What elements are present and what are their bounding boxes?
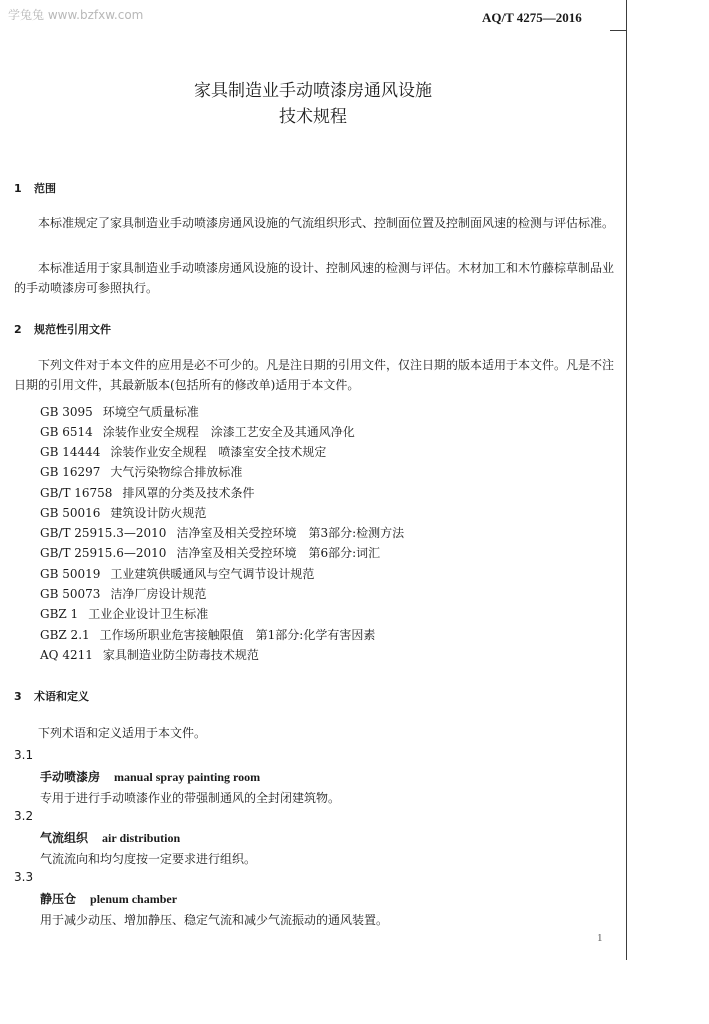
reference-title: 建筑设计防火规范 [110, 506, 207, 520]
reference-item [40, 544, 380, 561]
page-number: 1 [597, 932, 603, 944]
reference-title: 工业建筑供暖通风与空气调节设计规范 [110, 567, 315, 581]
reference-item [40, 484, 254, 501]
reference-item [40, 463, 242, 480]
term-zh: 气流组织 [40, 831, 89, 845]
reference-code: GB 50073 [40, 587, 101, 601]
reference-title: 大气污染物综合排放标准 [110, 465, 243, 479]
reference-code: GB 14444 [40, 445, 101, 459]
reference-code: GBZ 1 [40, 607, 79, 621]
section-heading [14, 180, 56, 196]
section-heading [14, 321, 111, 337]
term-number: 3.3 [14, 870, 34, 884]
reference-code: GB 50019 [40, 567, 101, 581]
section-heading [14, 688, 89, 704]
reference-title: 洁净室及相关受控环境 第3部分:检测方法 [176, 526, 405, 540]
header-rule [610, 30, 627, 31]
reference-code: GB 3095 [40, 405, 93, 419]
reference-title: 家具制造业防尘防毒技术规范 [102, 648, 259, 662]
reference-code: GB 6514 [40, 425, 93, 439]
reference-item [40, 524, 404, 541]
document-subtitle: 技术规程 [279, 107, 347, 127]
reference-code: GB/T 25915.3—2010 [40, 526, 167, 540]
section-title: 范围 [34, 182, 56, 195]
reference-code: GB/T 25915.6—2010 [40, 546, 167, 560]
reference-item [40, 443, 326, 460]
section-title: 规范性引用文件 [34, 323, 111, 336]
term-number: 3.1 [14, 748, 34, 762]
term-en: air distribution [102, 831, 181, 845]
paragraph: 本标准规定了家具制造业手动喷漆房通风设施的气流组织形式、控制面位置及控制面风速的检测与评估标准。 [38, 216, 615, 230]
reference-item [40, 423, 355, 440]
reference-item [40, 605, 208, 622]
section-number: 2 [14, 323, 22, 336]
watermark: 学兔兔 www.bzfxw.com [8, 8, 144, 22]
reference-code: GB 16297 [40, 465, 101, 479]
reference-code: GB 50016 [40, 506, 101, 520]
standard-number: AQ/T 4275—2016 [482, 10, 582, 25]
section-number: 1 [14, 182, 22, 195]
reference-item [40, 565, 314, 582]
reference-item [40, 504, 206, 521]
reference-code: GB/T 16758 [40, 486, 113, 500]
term-zh: 手动喷漆房 [40, 770, 101, 784]
term-heading [40, 890, 177, 907]
term-definition: 气流流向和均匀度按一定要求进行组织。 [40, 852, 257, 866]
reference-title: 工作场所职业危害接触限值 第1部分:化学有害因素 [99, 628, 376, 642]
term-number: 3.2 [14, 809, 34, 823]
term-definition: 专用于进行手动喷漆作业的带强制通风的全封闭建筑物。 [40, 791, 341, 805]
page-border-line [626, 0, 627, 960]
term-heading [40, 768, 260, 785]
term-definition: 用于减少动压、增加静压、稳定气流和减少气流振动的通风装置。 [40, 913, 389, 927]
term-en: manual spray painting room [114, 770, 261, 784]
paragraph: 本标准适用于家具制造业手动喷漆房通风设施的设计、控制风速的检测与评估。木材加工和木竹藤棕草制品业的手动喷漆房可参照执行。 [14, 261, 615, 295]
reference-code: AQ 4211 [40, 648, 93, 662]
paragraph: 下列文件对于本文件的应用是必不可少的。凡是注日期的引用文件，仅注日期的版本适用于本文件。凡是不注日期的引用文件，其最新版本(包括所有的修改单)适用于本文件。 [14, 358, 615, 392]
reference-item [40, 403, 199, 420]
reference-code: GBZ 2.1 [40, 628, 90, 642]
term-heading [40, 829, 180, 846]
paragraph: 下列术语和定义适用于本文件。 [38, 726, 207, 740]
section-title: 术语和定义 [34, 690, 89, 703]
reference-title: 涂装作业安全规程 涂漆工艺安全及其通风净化 [102, 425, 355, 439]
term-en: plenum chamber [90, 892, 178, 906]
document-title: 家具制造业手动喷漆房通风设施 [194, 81, 432, 101]
reference-title: 排风罩的分类及技术条件 [122, 486, 255, 500]
section-number: 3 [14, 690, 22, 703]
reference-item [40, 626, 375, 643]
reference-title: 洁净厂房设计规范 [110, 587, 207, 601]
reference-title: 环境空气质量标准 [102, 405, 199, 419]
reference-item [40, 585, 206, 602]
term-zh: 静压仓 [40, 892, 77, 906]
reference-item [40, 646, 259, 663]
reference-title: 工业企业设计卫生标准 [88, 607, 209, 621]
reference-title: 洁净室及相关受控环境 第6部分:词汇 [176, 546, 381, 560]
reference-title: 涂装作业安全规程 喷漆室安全技术规定 [110, 445, 327, 459]
